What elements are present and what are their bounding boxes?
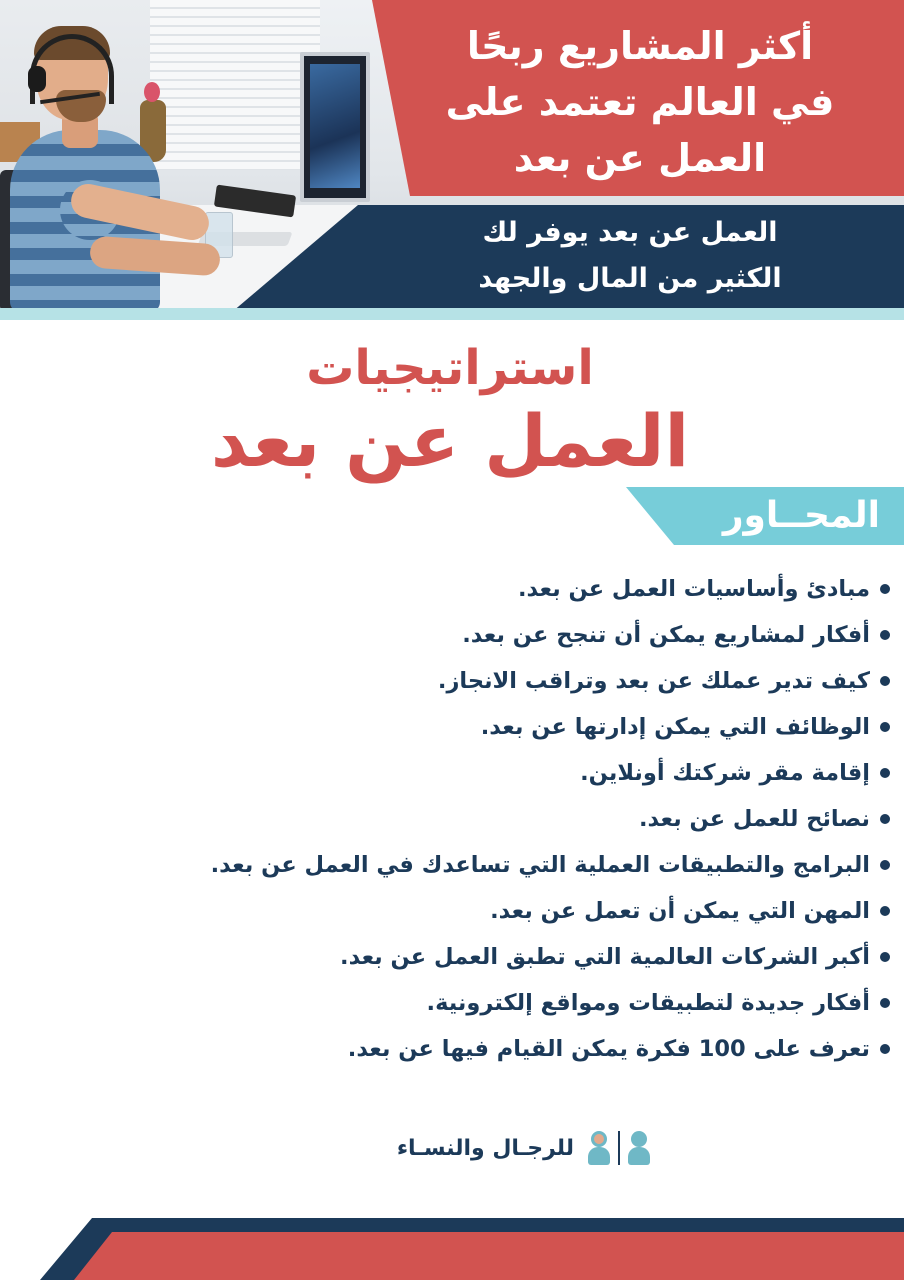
- list-item-text: البرامج والتطبيقات العملية التي تساعدك في العمل عن بعد.: [210, 852, 870, 878]
- header-divider: [0, 308, 904, 320]
- list-item: [20, 796, 890, 842]
- list-item-text: الوظائف التي يمكن إدارتها عن بعد.: [480, 714, 870, 740]
- bullet-icon: [880, 814, 890, 824]
- monitor: [300, 52, 370, 202]
- list-item: [20, 750, 890, 796]
- list-item-text: أفكار لمشاريع يمكن أن تنجح عن بعد.: [462, 622, 870, 648]
- bullet-icon: [880, 998, 890, 1008]
- axes-list: [20, 566, 890, 1072]
- woman-icon: [588, 1131, 610, 1165]
- bullet-icon: [880, 860, 890, 870]
- header-title-line: العمل عن بعد: [513, 136, 767, 180]
- brand-divider: [618, 1131, 620, 1165]
- list-item-text: أكبر الشركات العالمية التي تطبق العمل عن بعد.: [340, 944, 870, 970]
- man-icon: [628, 1131, 650, 1165]
- bullet-icon: [880, 584, 890, 594]
- main-title-line-2: العمل عن بعد: [210, 399, 690, 483]
- footer-red-stripe: [0, 1232, 904, 1280]
- bullet-icon: [880, 768, 890, 778]
- header-title-line: في العالم تعتمد على: [445, 80, 835, 124]
- list-item-text: أفكار جديدة لتطبيقات ومواقع إلكترونية.: [426, 990, 870, 1016]
- header-subtitle-line: العمل عن بعد يوفر لك: [482, 217, 778, 248]
- list-item: [20, 658, 890, 704]
- list-item-text: المهن التي يمكن أن تعمل عن بعد.: [490, 898, 870, 924]
- list-item-text: تعرف على 100 فكرة يمكن القيام فيها عن بعد.: [347, 1036, 870, 1062]
- list-item-text: مبادئ وأساسيات العمل عن بعد.: [517, 576, 870, 602]
- list-item: [20, 842, 890, 888]
- bullet-icon: [880, 952, 890, 962]
- bullet-icon: [880, 630, 890, 640]
- list-item-text: إقامة مقر شركتك أونلاين.: [580, 760, 870, 786]
- header-title-line: أكثر المشاريع ربحًا: [466, 24, 814, 68]
- bullet-icon: [880, 1044, 890, 1054]
- flower: [144, 82, 160, 102]
- brand-text: للرجـال والنسـاء: [396, 1135, 574, 1161]
- bullet-icon: [880, 676, 890, 686]
- bullet-icon: [880, 906, 890, 916]
- brand-logo: [370, 1124, 650, 1172]
- headset-earcup: [28, 66, 46, 92]
- list-item: [20, 704, 890, 750]
- list-item: [20, 934, 890, 980]
- axes-label: المحــاور: [722, 495, 880, 536]
- main-title-line-1: استراتيجيات: [306, 340, 594, 396]
- header-subtitle: [380, 210, 880, 302]
- list-item: [20, 612, 890, 658]
- bullet-icon: [880, 722, 890, 732]
- list-item-text: كيف تدير عملك عن بعد وتراقب الانجاز.: [437, 668, 870, 694]
- list-item: [20, 888, 890, 934]
- header-subtitle-line: الكثير من المال والجهد: [478, 263, 782, 294]
- list-item: [20, 1026, 890, 1072]
- list-item: [20, 980, 890, 1026]
- header-title: [400, 18, 880, 186]
- list-item-text: نصائح للعمل عن بعد.: [638, 806, 870, 832]
- list-item: [20, 566, 890, 612]
- window-blinds: [150, 0, 320, 170]
